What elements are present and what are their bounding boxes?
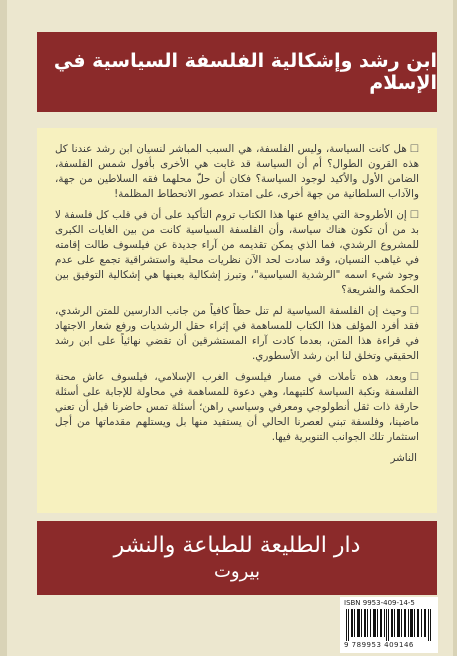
- barcode-icon: [346, 609, 432, 641]
- blurb-paragraph: [55, 142, 419, 202]
- barcode-number: 9 789953 409146: [344, 641, 414, 649]
- blurb-paragraph: [55, 304, 419, 364]
- title-band: [37, 32, 437, 112]
- blurb-paragraph: [55, 208, 419, 298]
- blurb-paragraph-text: إن الأطروحة التي يدافع عنها هذا الكتاب تروم التأكيد على أن في قلب كل فلسفة لا بد من أن تكون هناك سياسة، وأن الفلسفة السياسية كانت من بين الغايات الكبرى للمشروع الرشدي، فما الذي يمكن تقديمه من آراء جديدة عن فيلسوف طالت إقامته في غياهب النسيان، وقد سادت لحد الآن نظريات محلية واستشراقية تجمع على عدم وجود شيء اسمه "الرشدية السياسية"، وتبرز إشكالية بعينها هي إشكالية التوفيق بين الحكمة والشريعة؟: [55, 209, 419, 296]
- square-bullet-icon: ☐: [409, 305, 419, 317]
- square-bullet-icon: ☐: [409, 209, 419, 221]
- square-bullet-icon: ☐: [409, 143, 419, 155]
- square-bullet-icon: ☐: [409, 371, 419, 383]
- blurb-paragraph-text: وحيث إن الفلسفة السياسية لم تنل حظاً كافياً من جانب الدارسين للمتن الرشدي، فقد أفرد المؤلف هذا الكتاب للمساهمة في إثراء حقل الرشديات ورفع شعار الاجتهاد في قراءة هذا المتن، بعدما كادت آراء المستشرقين أن تقضي نهائياً على ابن رشد الحقيقي وتخلق لنا ابن رشد الأسطوري.: [55, 305, 419, 362]
- isbn-text: ISBN 9953-409-14-5: [344, 599, 415, 607]
- publisher-name: دار الطليعة للطباعة والنشر: [113, 533, 361, 558]
- blurb-paragraph: [55, 370, 419, 445]
- blurb-paragraph-text: هل كانت السياسة، وليس الفلسفة، هي السبب المباشر لنسيان ابن رشد عندنا كل هذه القرون الطوال؟ أم أن السياسة قد غابت هي الأخرى بأفول شمس الفلسفة، الضامن الأول والأكيد لوجود السياسة؟ فكان أن حلّ محلهما فقه السلاطين من جهة، والآداب السلطانية من جهة أخرى، على امتداد عصور الانحطاط المظلمة!: [55, 143, 419, 200]
- publisher-city: بيروت: [213, 561, 260, 582]
- blurb-paragraph-text: وبعد، هذه تأملات في مسار فيلسوف الغرب الإسلامي، فيلسوف عاش محنة الفلسفة ونكبة السياسة كلتيهما، وهي دعوة للمساهمة في محاولة للإجابة على أسئلة حارقة ذات ثقل أنطولوجي ومعرفي وسياسي راهن؛ أسئلة تمس حاضرنا قبل أن تعني ماضينا، وفلسفة تبني لعصرنا الحالي أن يستفيد منها بل ويستلهم مقدماتها من أجل استثمار تلك الجوانب التنويرية فيها.: [55, 371, 419, 443]
- publisher-band: [37, 521, 437, 595]
- publisher-signature: الناشر: [390, 452, 417, 464]
- blurb-panel: [37, 128, 437, 513]
- barcode-label: [340, 597, 438, 653]
- book-title: ابن رشد وإشكالية الفلسفة السياسية في الإسلام: [53, 50, 437, 94]
